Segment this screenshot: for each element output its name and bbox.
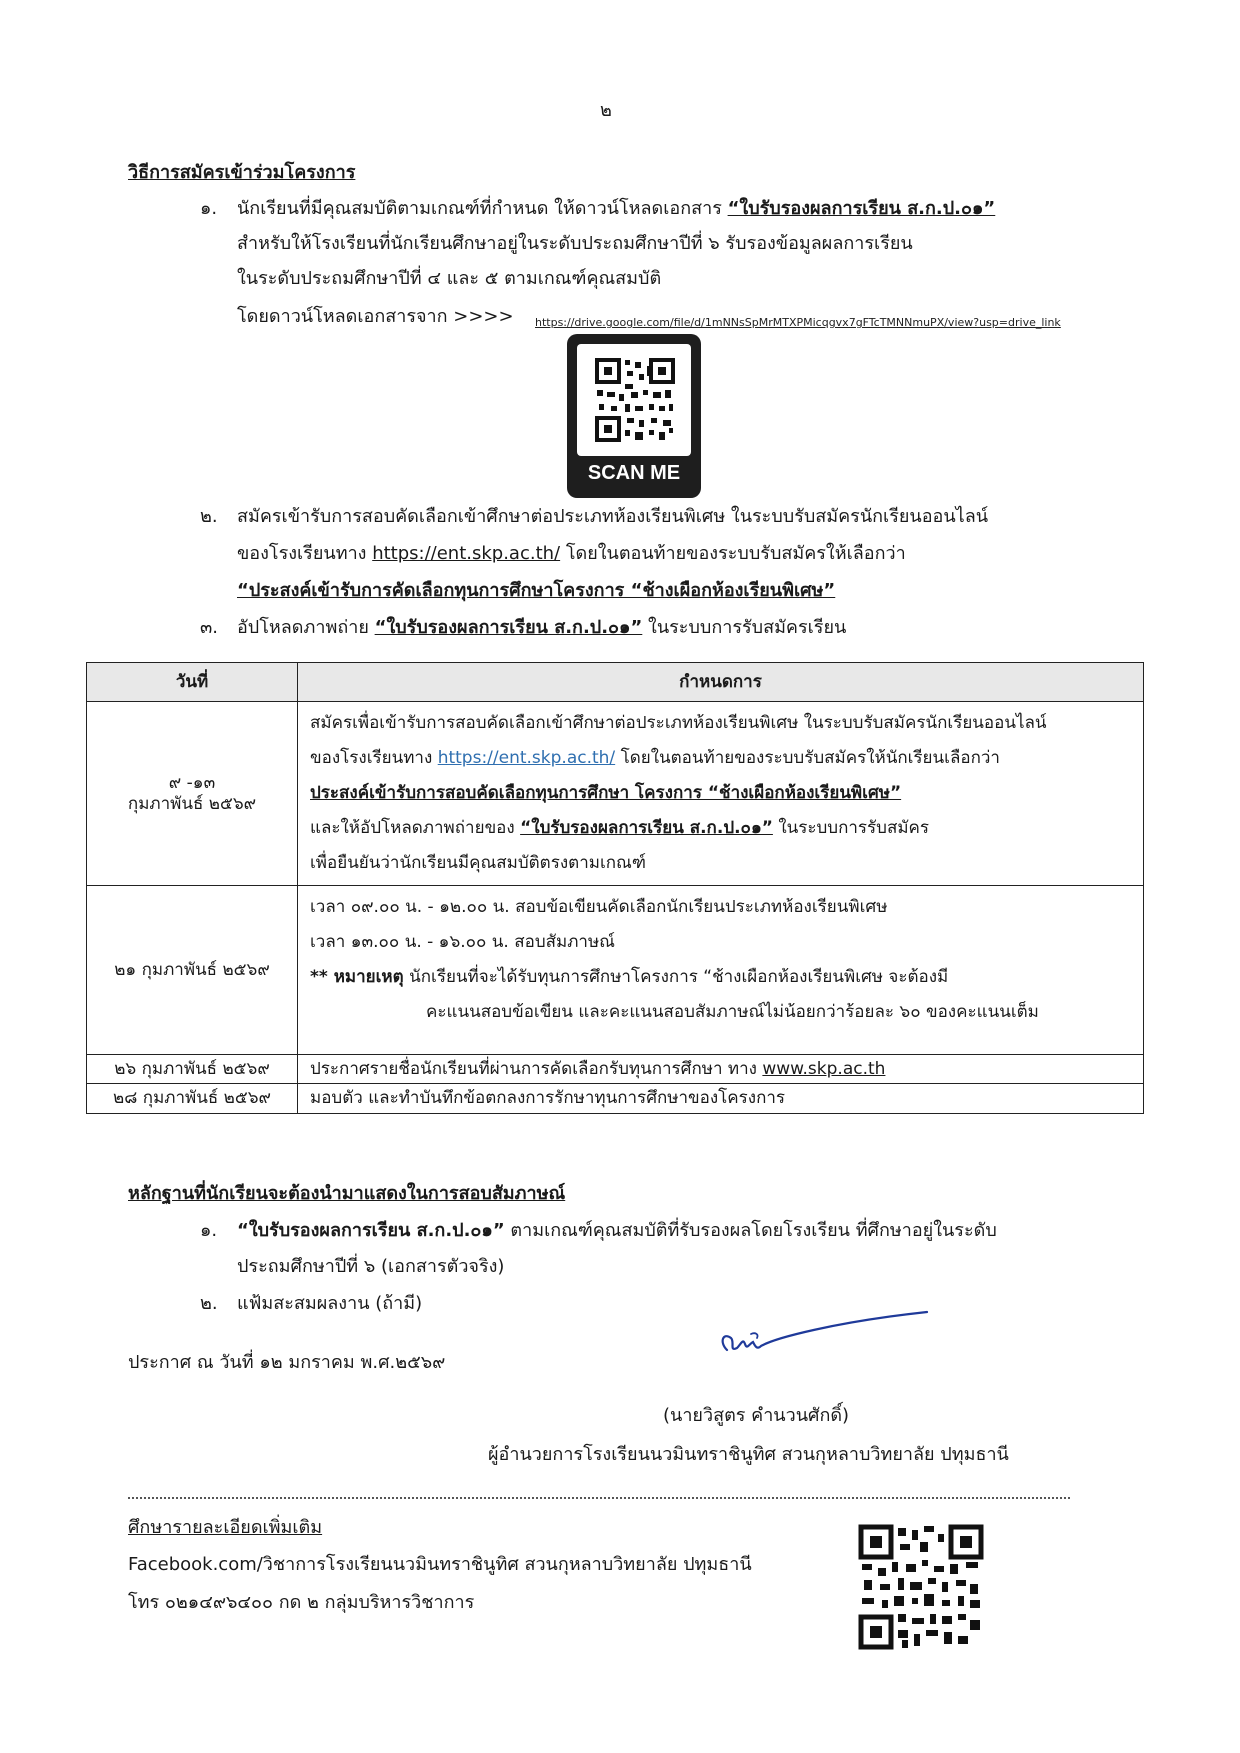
step1-line1 [237, 198, 995, 220]
announcement-date: ประกาศ ณ วันที่ ๑๒ มกราคม พ.ศ.๒๕๖๙ [128, 1352, 446, 1373]
page-number: ๒ [600, 100, 612, 121]
row1-line4-prefix: และให้อัปโหลดภาพถ่ายของ [310, 818, 515, 838]
signature-image [715, 1298, 935, 1368]
step2-line2-prefix: ของโรงเรียนทาง [237, 543, 367, 564]
evidence-heading: หลักฐานที่นักเรียนจะต้องนำมาแสดงในการสอบสัมภาษณ์ [128, 1183, 566, 1204]
footer-phone: โทร ๐๒๑๔๙๖๔๐๐ กด ๒ กลุ่มบริหารวิชาการ [128, 1592, 475, 1613]
step2-line1: สมัครเข้ารับการสอบคัดเลือกเข้าศึกษาต่อประเภทห้องเรียนพิเศษ ในระบบรับสมัครนักเรียนออนไลน์ [237, 506, 989, 527]
row1-line2 [310, 741, 1135, 776]
step2-line2 [237, 543, 906, 565]
row3-date: ๒๖ กุมภาพันธ์ ๒๕๖๙ [87, 1055, 298, 1084]
row1-line1: สมัครเพื่อเข้ารับการสอบคัดเลือกเข้าศึกษาต่อประเภทห้องเรียนพิเศษ ในระบบรับสมัครนักเรียนออนไลน์ [310, 713, 1047, 733]
evidence-item1-text: ตามเกณฑ์คุณสมบัติที่รับรองผลโดยโรงเรียน ที่ศึกษาอยู่ในระดับ [510, 1220, 997, 1241]
footer-heading: ศึกษารายละเอียดเพิ่มเติม [128, 1517, 323, 1538]
evidence-item1-line2: ประถมศึกษาปีที่ ๖ (เอกสารตัวจริง) [237, 1256, 505, 1277]
row2-line2: เวลา ๑๓.๐๐ น. - ๑๖.๐๐ น. สอบสัมภาษณ์ [310, 932, 615, 952]
footer-qr-pattern [858, 1524, 984, 1650]
row1-line2-prefix: ของโรงเรียนทาง [310, 748, 433, 768]
evidence-item1-number: ๑. [200, 1220, 218, 1241]
row2-date: ๒๑ กุมภาพันธ์ ๒๕๖๙ [87, 886, 298, 1055]
row1-detail [298, 702, 1144, 886]
table-row [87, 886, 1144, 1055]
step1-line2: สำหรับให้โรงเรียนที่นักเรียนศึกษาอยู่ในระดับประถมศึกษาปีที่ ๖ รับรองข้อมูลผลการเรียน [237, 233, 913, 254]
row4-detail: มอบตัว และทำบันทึกข้อตกลงการรักษาทุนการศึกษาของโครงการ [298, 1084, 1144, 1113]
step3-line [237, 617, 846, 639]
step1-document-name: “ใบรับรองผลการเรียน ส.ก.ป.๐๑” [727, 198, 996, 219]
evidence-item2-text: แฟ้มสะสมผลงาน (ถ้ามี) [237, 1293, 423, 1314]
step2-line2-suffix: โดยในตอนท้ายของระบบรับสมัครให้เลือกว่า [565, 543, 906, 564]
row1-line4 [310, 811, 1135, 846]
row2-detail [298, 886, 1144, 1055]
row1-line4-suffix: ในระบบการรับสมัคร [778, 818, 930, 838]
step3-prefix: อัปโหลดภาพถ่าย [237, 617, 369, 638]
row1-date-month: กุมภาพันธ์ ๒๕๖๙ [127, 793, 257, 814]
table-row [87, 702, 1144, 886]
scan-me-qr[interactable] [567, 334, 701, 498]
row1-line5: เพื่อยืนยันว่านักเรียนมีคุณสมบัติตรงตามเกณฑ์ [310, 853, 646, 873]
footer-qr-code[interactable] [858, 1524, 984, 1650]
row1-date [87, 702, 298, 886]
step2-line3: “ประสงค์เข้ารับการคัดเลือกทุนการศึกษาโครงการ “ช้างเผือกห้องเรียนพิเศษ” [237, 580, 836, 601]
qr-pattern [577, 344, 691, 456]
row3-url-link[interactable]: www.skp.ac.th [762, 1059, 886, 1079]
schedule-header-row [87, 663, 1144, 702]
step2-url-link[interactable]: https://ent.skp.ac.th/ [372, 543, 561, 564]
schedule-table [86, 662, 1144, 1114]
qr-code-image [577, 344, 691, 456]
row2-line4: คะแนนสอบข้อเขียน และคะแนนสอบสัมภาษณ์ไม่น้อยกว่าร้อยละ ๖๐ ของคะแนนเต็ม [426, 1002, 1039, 1022]
scan-me-caption: SCAN ME [587, 462, 681, 484]
dotted-divider [128, 1497, 1070, 1499]
step3-suffix: ในระบบการรับสมัครเรียน [648, 617, 847, 638]
evidence-item1 [237, 1220, 997, 1242]
row3-text: ประกาศรายชื่อนักเรียนที่ผ่านการคัดเลือกรับทุนการศึกษา ทาง [310, 1059, 757, 1079]
row2-line3 [310, 960, 1135, 995]
row2-line1: เวลา ๐๙.๐๐ น. - ๑๒.๐๐ น. สอบข้อเขียนคัดเลือกนักเรียนประเภทห้องเรียนพิเศษ [310, 897, 888, 917]
signatory-position: ผู้อำนวยการโรงเรียนนวมินทราชินูทิศ สวนกุหลาบวิทยาลัย ปทุมธานี [488, 1444, 1009, 1465]
header-schedule: กำหนดการ [298, 663, 1144, 702]
row2-note-text: นักเรียนที่จะได้รับทุนการศึกษาโครงการ “ช้างเผือกห้องเรียนพิเศษ จะต้องมี [409, 967, 949, 987]
footer-facebook[interactable]: Facebook.com/วิชาการโรงเรียนนวมินทราชินูทิศ สวนกุหลาบวิทยาลัย ปทุมธานี [128, 1554, 752, 1575]
step1-download-prefix: โดยดาวน์โหลดเอกสารจาก >>>> [237, 306, 514, 327]
header-date: วันที่ [87, 663, 298, 702]
row4-date: ๒๘ กุมภาพันธ์ ๒๕๖๙ [87, 1084, 298, 1113]
step1-line3: ในระดับประถมศึกษาปีที่ ๔ และ ๕ ตามเกณฑ์คุณสมบัติ [237, 268, 662, 289]
step1-number: ๑. [200, 198, 218, 219]
download-link[interactable]: https://drive.google.com/file/d/1mNNsSpMrMTXPMicqgvx7gFTcTMNNmuPX/view?usp=drive_link [535, 316, 1061, 329]
row1-date-days: ๙ -๑๓ [168, 773, 216, 794]
row1-url-link[interactable]: https://ent.skp.ac.th/ [437, 748, 616, 768]
row1-line4-document: “ใบรับรองผลการเรียน ส.ก.ป.๐๑” [520, 818, 773, 838]
signatory-name: (นายวิสูตร คำนวนศักดิ์) [663, 1405, 850, 1426]
application-heading: วิธีการสมัครเข้าร่วมโครงการ [128, 162, 356, 183]
step2-number: ๒. [200, 506, 218, 527]
row1-line2-suffix: โดยในตอนท้ายของระบบรับสมัครให้นักเรียนเลือกว่า [620, 748, 1000, 768]
step3-document-name: “ใบรับรองผลการเรียน ส.ก.ป.๐๑” [374, 617, 643, 638]
row2-note-label: ** หมายเหตุ [310, 967, 404, 987]
evidence-item1-document: “ใบรับรองผลการเรียน ส.ก.ป.๐๑” [237, 1220, 505, 1241]
row3-detail [298, 1055, 1144, 1084]
row1-line3: ประสงค์เข้ารับการสอบคัดเลือกทุนการศึกษา โครงการ “ช้างเผือกห้องเรียนพิเศษ” [310, 783, 902, 803]
step1-text: นักเรียนที่มีคุณสมบัติตามเกณฑ์ที่กำหนด ให้ดาวน์โหลดเอกสาร [237, 198, 722, 219]
evidence-item2-number: ๒. [200, 1293, 218, 1314]
step3-number: ๓. [200, 617, 219, 638]
table-row [87, 1084, 1144, 1113]
table-row [87, 1055, 1144, 1084]
